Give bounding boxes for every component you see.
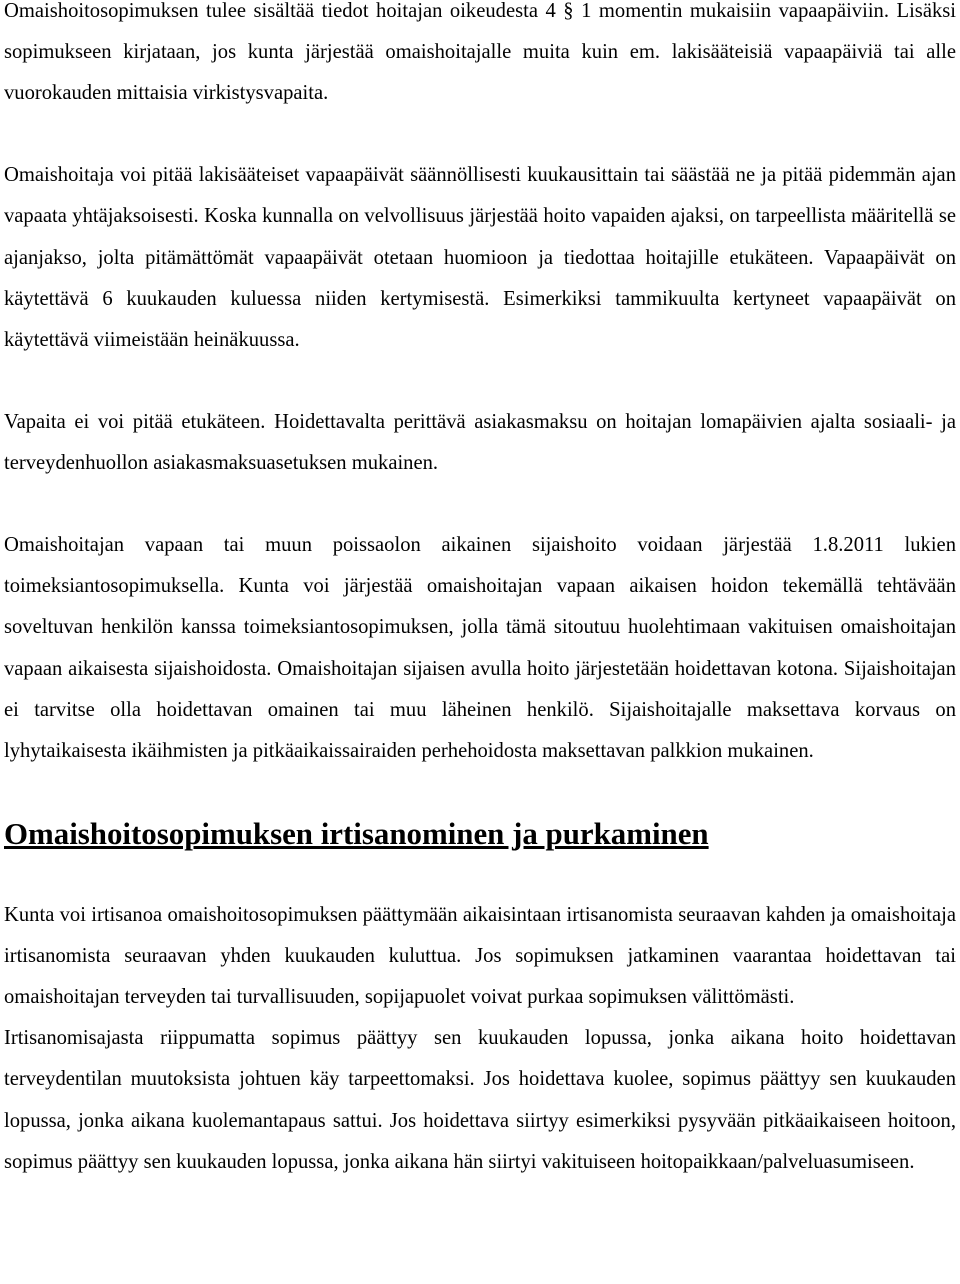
section-heading: Omaishoitosopimuksen irtisanominen ja purkaminen <box>4 815 709 851</box>
paragraph-vapaapaivien-pitaminen: Omaishoitaja voi pitää lakisääteiset vapaapäivät säännöllisesti kuukausittain tai säästää ne ja pitää pidemmän ajan vapaata yhtäjaksoisesti. Koska kunnalla on velvollisuus järjestää hoito vapaiden ajaksi, on tarpeellista määritellä se ajanjakso, jolta pitämättömät vapaapäivät otetaan huomioon ja tiedottaa hoitajille etukäteen. Vapaapäivät on käytettävä 6 kuukauden kuluessa niiden kertymisestä. Esimerkiksi tammikuulta kertyneet vapaapäivät on käytettävä viimeistään heinäkuussa. <box>4 164 956 351</box>
document-page <box>4 0 956 1183</box>
paragraph-irtisanominen: Kunta voi irtisanoa omaishoitosopimuksen päättymään aikaisintaan irtisanomista seuraavan kahden ja omaishoitaja irtisanomista seuraavan yhden kuukauden kuluttua. Jos sopimuksen jatkaminen vaarantaa hoidettavan tai omaishoitajan terveyden tai turvallisuuden, sopijapuolet voivat purkaa sopimuksen välittömästi. <box>4 904 956 1009</box>
paragraph-sopimuksen-paattyminen: Irtisanomisajasta riippumatta sopimus päättyy sen kuukauden lopussa, jonka aikana hoito hoidettavan terveydentilan muutoksista johtuen käy tarpeettomaksi. Jos hoidettava kuolee, sopimus päättyy sen kuukauden lopussa, jonka aikana kuolemantapaus sattui. Jos hoidettava siirtyy esimerkiksi pysyvään pitkäaikaiseen hoitoon, sopimus päättyy sen kuukauden lopussa, jonka aikana hän siirtyi vakituiseen hoitopaikkaan/palveluasumiseen. <box>4 1027 956 1173</box>
paragraph-vapaapaivat-sopimus: Omaishoitosopimuksen tulee sisältää tiedot hoitajan oikeudesta 4 § 1 momentin mukaisiin vapaapäiviin. Lisäksi sopimukseen kirjataan, jos kunta järjestää omaishoitajalle muita kuin em. lakisääteisiä vapaapäiviä tai alle vuorokauden mittaisia virkistysvapaita. <box>4 0 956 105</box>
paragraph-sijaishoito: Omaishoitajan vapaan tai muun poissaolon aikainen sijaishoito voidaan järjestää 1.8.2011 lukien toimeksiantosopimuksella. Kunta voi järjestää omaishoitajan vapaan aikaisen hoidon tekemällä tehtävään soveltuvan henkilön kanssa toimeksiantosopimuksen, jolla tämä sitoutuu huolehtimaan vakituisen omaishoitajan vapaan aikaisesta sijaishoidosta. Omaishoitajan sijaisen avulla hoito järjestetään hoidettavan kotona. Sijaishoitajan ei tarvitse olla hoidettavan omainen tai muu läheinen henkilö. Sijaishoitajalle maksettava korvaus on lyhytaikaisesta ikäihmisten ja pitkäaikaissairaiden perhehoidosta maksettavan palkkion mukainen. <box>4 534 956 762</box>
paragraph-etukateen: Vapaita ei voi pitää etukäteen. Hoidettavalta perittävä asiakasmaksu on hoitajan lomapäivien ajalta sosiaali- ja terveydenhuollon asiakasmaksuasetuksen mukainen. <box>4 410 956 475</box>
